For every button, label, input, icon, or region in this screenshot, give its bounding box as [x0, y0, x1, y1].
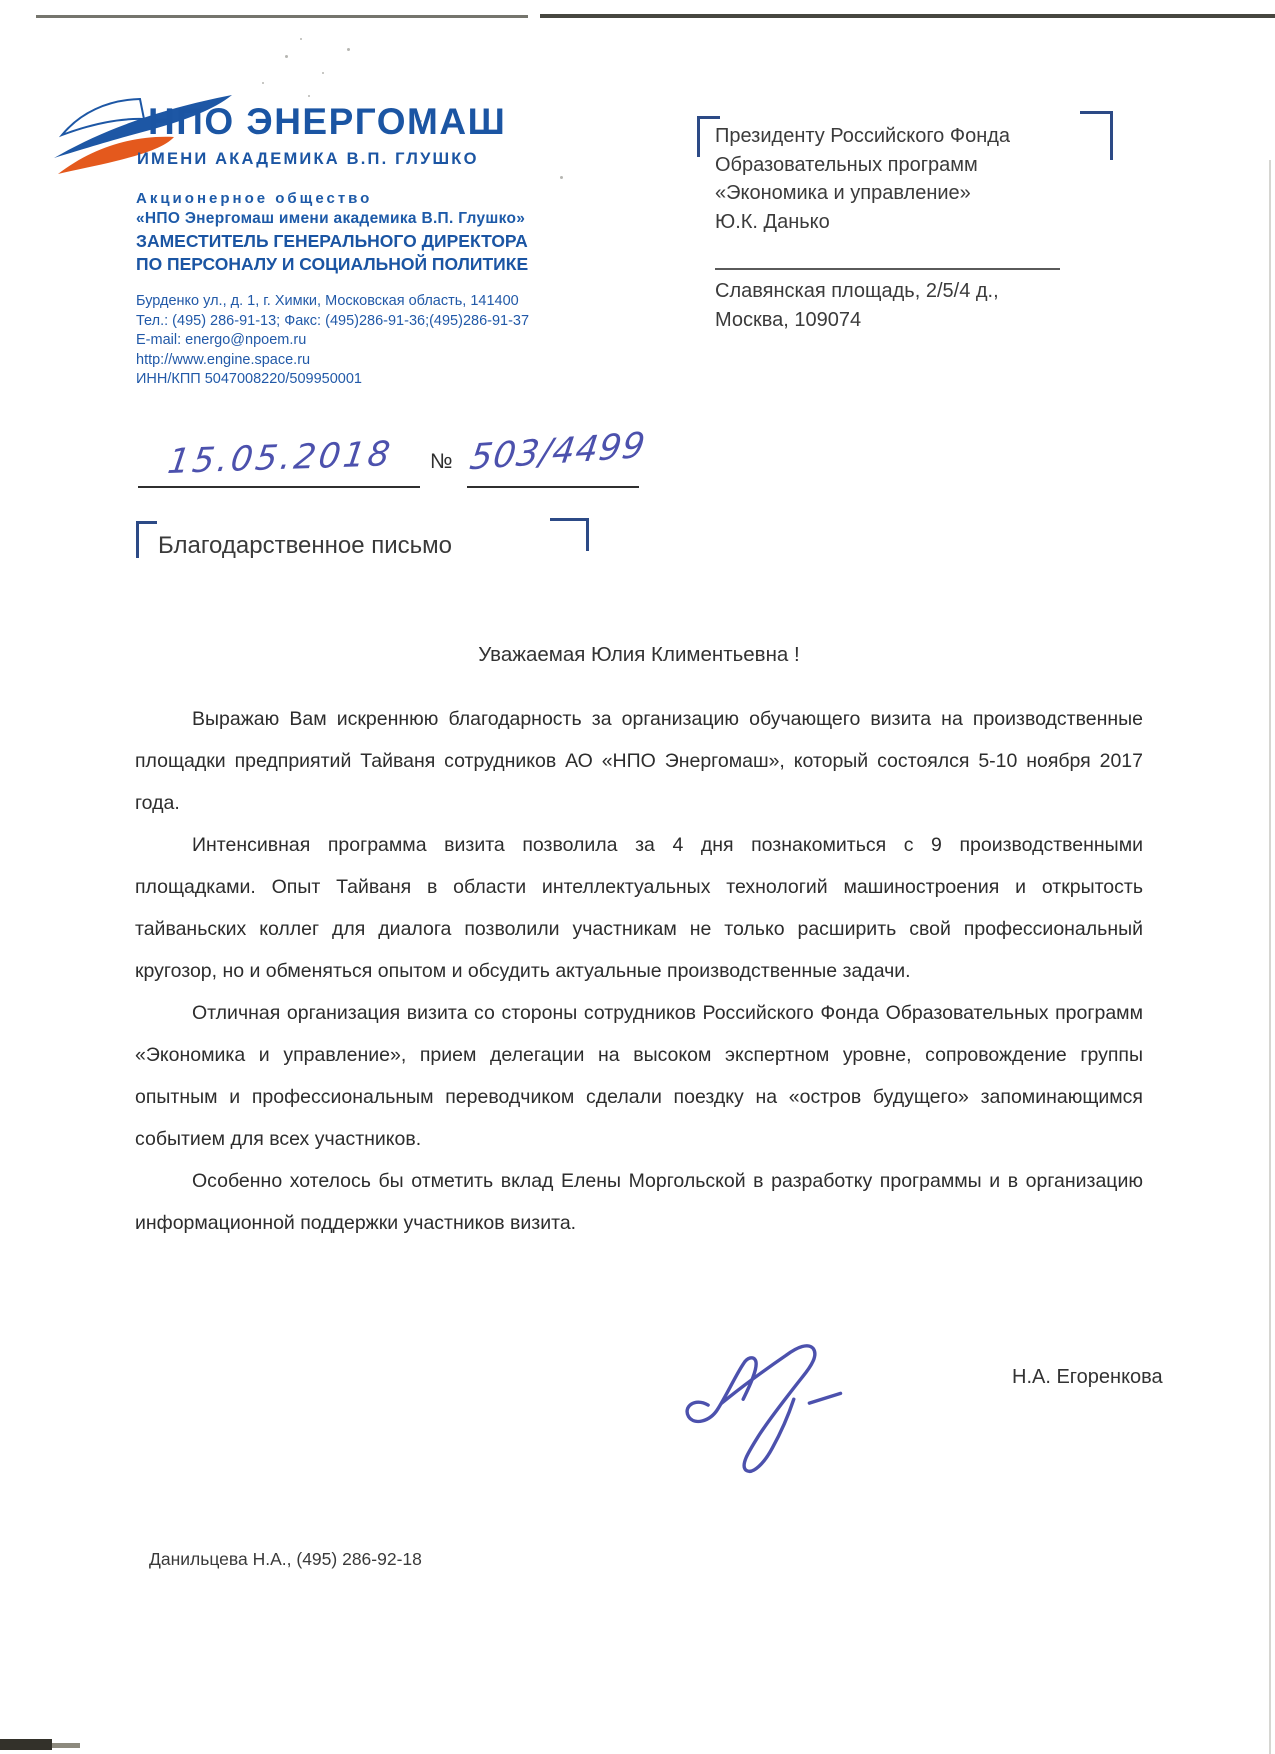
recipient-line: «Экономика и управление» [715, 182, 971, 204]
recipient-block [715, 122, 1010, 236]
scan-mark-bottom [0, 1739, 52, 1750]
number-underline [467, 486, 639, 488]
recipient-address [715, 277, 999, 334]
sender-email: E-mail: energo@npoem.ru [136, 332, 307, 348]
sender-contacts [136, 292, 529, 390]
handwritten-date: 15.05.2018 [165, 433, 396, 483]
executor-contact: Данильцева Н.А., (495) 286-92-18 [149, 1549, 422, 1569]
company-type: Акционерное общество [136, 190, 373, 207]
letter-body [135, 698, 1143, 1244]
scan-edge-right [1269, 160, 1271, 1754]
sender-website: http://www.engine.space.ru [136, 351, 311, 368]
scan-edge-top [36, 15, 528, 18]
scan-speckle [347, 48, 350, 51]
sender-position-line2: ПО ПЕРСОНАЛУ И СОЦИАЛЬНОЙ ПОЛИТИКЕ [136, 254, 529, 274]
subject-line: Благодарственное письмо [158, 532, 453, 559]
recipient-line: Президенту Российского Фонда [715, 125, 1011, 147]
scan-speckle [322, 72, 324, 74]
company-name: «НПО Энергомаш имени академика В.П. Глушко» [136, 210, 526, 227]
date-underline [138, 486, 420, 488]
scan-speckle [300, 38, 302, 40]
sender-inn-kpp: ИНН/КПП 5047008220/509950001 [136, 371, 362, 387]
org-subtitle: ИМЕНИ АКАДЕМИКА В.П. ГЛУШКО [137, 150, 479, 168]
scan-speckle [262, 82, 264, 84]
recipient-line: Образовательных программ [715, 153, 978, 176]
recipient-address-line: Славянская площадь, 2/5/4 д., [715, 280, 999, 302]
scan-edge-top [540, 14, 1275, 18]
scan-mark-bottom [52, 1743, 80, 1748]
body-paragraph: Особенно хотелось бы отметить вклад Елены Моргольской в разработку программы и в организацию информационной поддержки участников визита. [135, 1170, 1143, 1234]
org-name: НПО ЭНЕРГОМАШ [148, 101, 507, 142]
subject-corner-bracket-right [550, 518, 589, 551]
number-sign-label: № [430, 450, 453, 473]
handwritten-number: 503/4499 [467, 425, 649, 479]
handwritten-signature-icon [675, 1328, 860, 1486]
salutation: Уважаемая Юлия Климентьевна ! [478, 643, 800, 666]
sender-phone-fax: Тел.: (495) 286-91-13; Факс: (495)286-91-36;(495)286-91-37 [136, 312, 530, 329]
scan-speckle [308, 95, 310, 97]
sender-position-line1: ЗАМЕСТИТЕЛЬ ГЕНЕРАЛЬНОГО ДИРЕКТОРА [136, 231, 528, 251]
recipient-address-line: Москва, 109074 [715, 308, 862, 331]
signer-name: Н.А. Егоренкова [1012, 1366, 1163, 1388]
recipient-corner-bracket-right [1080, 111, 1113, 160]
body-paragraph: Отличная организация визита со стороны сотрудников Российского Фонда Образовательных программ «Экономика и управление», прием делегации на высоком экспертном уровне, сопровождение группы опытным и профессиональным переводчиком сделали поездку на «остров будущего» запоминающимся событием для всех участников. [135, 1002, 1143, 1150]
recipient-name: Ю.К. Данько [715, 210, 830, 233]
body-paragraph: Интенсивная программа визита позволила за 4 дня познакомиться с 9 производственными площадками. Опыт Тайваня в области интеллектуальных технологий машиностроения и открытость тайваньских коллег для диалога позволили участникам не только расширить свой профессиональный кругозор, но и обменяться опытом и обсудить актуальные производственные задачи. [135, 834, 1143, 982]
recipient-separator-line [715, 268, 1060, 270]
body-paragraph: Выражаю Вам искреннюю благодарность за организацию обучающего визита на производственные площадки предприятий Тайваня сотрудников АО «НПО Энергомаш», который состоялся 5-10 ноября 2017 года. [135, 708, 1143, 814]
scan-speckle [285, 55, 288, 58]
subject-corner-bracket-left [136, 521, 157, 558]
scan-speckle [560, 176, 563, 179]
sender-address: Бурденко ул., д. 1, г. Химки, Московская область, 141400 [136, 293, 519, 309]
